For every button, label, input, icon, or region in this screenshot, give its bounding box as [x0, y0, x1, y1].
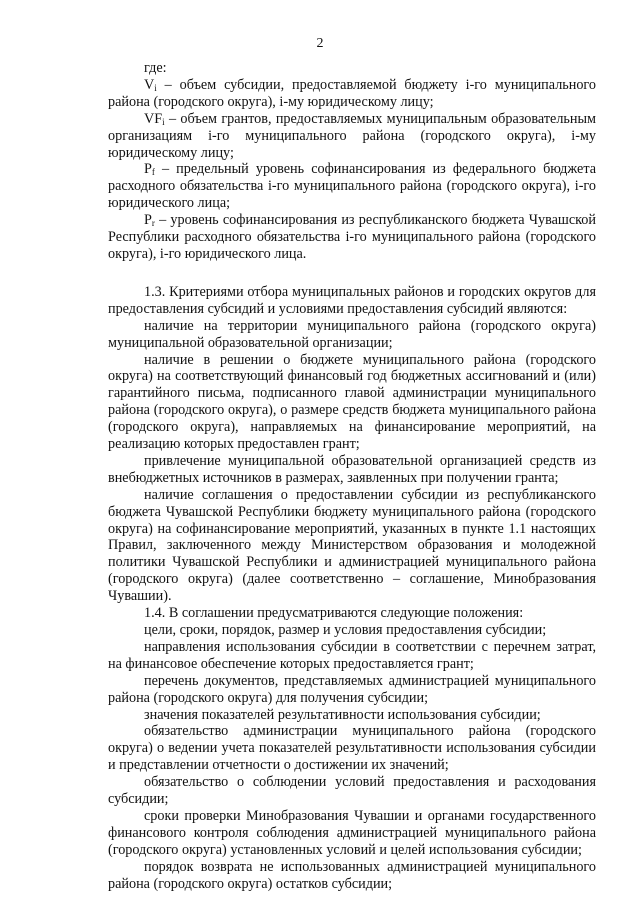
symbol: VF	[144, 110, 163, 127]
provision-item: цели, сроки, порядок, размер и условия предоставления субсидии;	[144, 622, 547, 638]
provision-item: сроки проверки Минобразования Чувашии и органами государственного финансового контроля соблюдения администрацией муниципального района (городского округа) установленных условий и целей использования субсидии;	[108, 807, 596, 858]
definition-text: – предельный уровень софинансирования из федерального бюджета расходного обязательства i-го муниципального района (городского округа), i-го юридического лица;	[108, 161, 596, 212]
definition-pr	[108, 212, 596, 263]
definition-text: – объем грантов, предоставляемых муниципальным образовательным организациям i-го муниципального района (городского округа), i-му юридическому лицу;	[108, 110, 596, 161]
provision-item: порядок возврата не использованных администрацией муниципального района (городского округа) остатков субсидии;	[108, 858, 596, 892]
subscript: r	[151, 218, 155, 229]
criteria-item: привлечение муниципальной образовательной организацией средств из внебюджетных источников в размерах, заявленных при получении гранта;	[108, 452, 596, 486]
criteria-item: наличие соглашения о предоставлении субсидии из республиканского бюджета Чувашской Республики бюджету муниципального района (городского округа) на софинансирование мероприятий, указанных в пункте 1.1 настоящих Правил, заключенного между Министерством образования и молодежной политики Чувашской Республики и администрацией муниципального района (городского округа) (далее соответственно – соглашение, Минобразования Чувашии).	[108, 486, 596, 605]
formula-intro: где:	[144, 60, 167, 76]
provision-item: направления использования субсидии в соответствии с перечнем затрат, на финансовое обеспечение которых предоставляется грант;	[108, 638, 596, 672]
definition-v	[108, 77, 596, 111]
definition-vf	[108, 111, 596, 162]
symbol: V	[144, 76, 155, 93]
definition-text: – объем субсидии, предоставляемой бюджету i-го муниципального района (городского округа), i-му юридическому лицу;	[108, 76, 596, 110]
definition-pf	[108, 161, 596, 212]
subscript: f	[151, 167, 155, 178]
criteria-item: наличие на территории муниципального района (городского округа) муниципальной образовательной организации;	[108, 317, 596, 351]
provision-item: перечень документов, представляемых администрацией муниципального района (городского округа) для получения субсидии;	[108, 672, 596, 706]
definition-text: – уровень софинансирования из республиканского бюджета Чувашской Республики расходного обязательства i-го муниципального района (городского округа), i-го юридического лица.	[108, 212, 596, 262]
section-1-3-heading: 1.3. Критериями отбора муниципальных районов и городских округов для предоставления субсидий и условиями предоставления субсидий являются:	[108, 283, 596, 317]
symbol: P	[144, 212, 152, 229]
subscript: i	[154, 82, 157, 93]
section-1-4-heading: 1.4. В соглашении предусматриваются следующие положения:	[144, 605, 524, 622]
spacer	[108, 263, 596, 284]
provision-item: обязательство о соблюдении условий предоставления и расходования субсидии;	[108, 774, 596, 808]
subscript: i	[162, 116, 165, 127]
provision-item: значения показателей результативности использования субсидии;	[144, 706, 541, 723]
provision-item: обязательство администрации муниципального района (городского округа) о ведении учета показателей результативности использования субсидии и представлении отчетности о достижении их значений;	[108, 723, 596, 774]
symbol: P	[144, 161, 152, 178]
criteria-item: наличие в решении о бюджете муниципального района (городского округа) на соответствующий финансовый год бюджетных ассигнований и (или) гарантийного письма, подписанного главой администрации муниципального района (городского округа), о размере средств бюджета муниципального района (городского округа), направляемых на финансирование мероприятий, на реализацию которых предоставлен грант;	[108, 351, 596, 453]
document-body	[108, 60, 596, 893]
page-number: 2	[316, 36, 324, 51]
